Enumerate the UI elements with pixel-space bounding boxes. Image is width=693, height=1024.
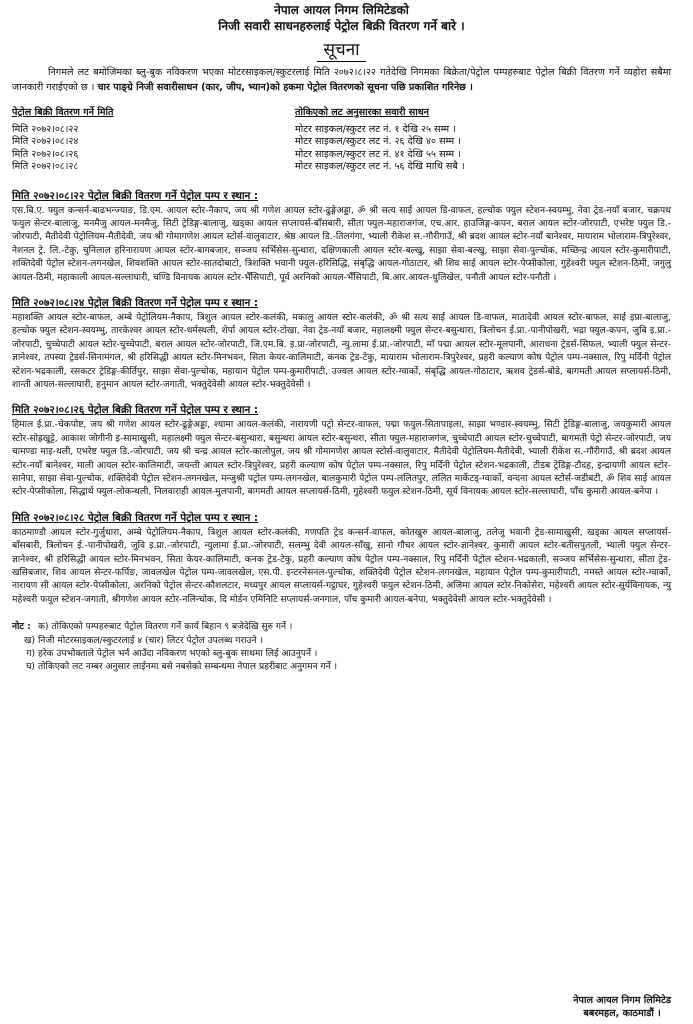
- note-text: तोकिएको पम्पहरुबाट पेट्रोल वितरण गर्ने कार्य बिहान ९ बजेदेखि सुरु गर्ने ।: [51, 622, 293, 633]
- schedule-header: [12, 107, 671, 120]
- pump-section-24: [12, 295, 671, 392]
- notice-title: [12, 40, 671, 60]
- notes-label: नोट :: [12, 622, 31, 633]
- note-marker: ख): [24, 635, 35, 646]
- note-item: [12, 635, 671, 648]
- notice-subject: निजी सवारी साधनहरुलाई पेट्रोल बिक्री वितरण गर्ने बारे ।: [218, 19, 465, 33]
- intro-paragraph: [12, 66, 671, 95]
- schedule-row: [12, 124, 671, 137]
- note-text: निजी मोटरसाइकल/स्कुटरलाई ४ (चार) लिटर पेट्रोल उपलब्ध गराउने ।: [38, 635, 263, 646]
- document-header: [12, 2, 671, 34]
- schedule-date: मिति २०७२।०८।२८: [12, 161, 79, 172]
- note-marker: ग): [26, 649, 35, 660]
- schedule-table: [12, 107, 671, 174]
- intro-text: निगमले लट बमोजिमका ब्लु-बुक नविकरण भएका मोटरसाइकल/स्कुटरलाई मिति २०७२।८।२२ गतेदेखि निगमका बिक्रेता/पेट्रोल पम्पहरुबाट पेट्रोल बिक्री वितरण गर्ने व्यहोरा सबैमा जानकारी गराईएको छ ।: [12, 67, 671, 93]
- schedule-date: मिति २०७२।०८।२४: [12, 136, 79, 147]
- note-item: [12, 621, 671, 634]
- signature-org: नेपाल आयल निगम लिमिटेड: [573, 995, 671, 1006]
- schedule-row: [12, 161, 671, 174]
- notes-block: [12, 621, 671, 675]
- schedule-date-header: पेट्रोल बिक्री वितरण गर्ने मिति: [12, 107, 114, 118]
- schedule-vehicle-header: तोकिएको लट अनुसारका सवारी साधन: [295, 107, 429, 118]
- schedule-vehicles: मोटर साइकल/स्कुटर लट नं. ५६ देखि माथि सबै ।: [295, 161, 465, 172]
- notice-title-text: सूचना: [317, 40, 365, 62]
- note-item: [12, 648, 671, 661]
- section-title: मिति २०७२।०८।२२ पेट्रोल बिक्री वितरण गर्ने पेट्रोल पम्प र स्थान :: [12, 189, 259, 202]
- note-marker: घ): [26, 662, 35, 673]
- schedule-date: मिति २०७२।०८।२२: [12, 123, 79, 135]
- section-title: मिति २०७२।०८।२६ पेट्रोल बिक्री वितरण गर्ने पेट्रोल पम्प र स्थान :: [12, 404, 259, 417]
- pump-section-22: [12, 188, 671, 285]
- org-name: नेपाल आयल निगम लिमिटेडको: [274, 3, 409, 17]
- schedule-vehicles: मोटर साइकल/स्कुटर लट नं. ४१ देखि ५५ सम्म ।: [295, 148, 461, 160]
- schedule-vehicles: मोटर साइकल/स्कुटर लट नं. २६ देखि ४० सम्म ।: [295, 136, 461, 147]
- section-body: काठमाण्डौ आयल स्टोर-गुर्जुधारा, अम्बे पेट्रोलियम-नैकाप, त्रिशुल आयल स्टोर-कलंकी, गणपति ट्रेड कन्सर्न-वाफल, कोतखुरु आयल-बालाजु, तलेजु भवानी ट्रेड-सामाखुसी, खड्का आयल सप्लायर्स-बाँसबारी, त्रिलोचन ई.-पानीपोखरी, जुवि इ.प्रा.-जोरपाटी, न्युलामा ई.प्रा.-जोरपाटी, सलम्भु देवी आयल-साँखु, सानो गौचर आयल स्टोर-ज्ञानेश्वर, कुमारी आयल स्टोर-बतीसपुतली, भ्याली फ्युल सेन्टर-ज्ञानेश्वर, श्री हरिसिद्धी आयल स्टोर-मिनभवन, सिता केयर-कालिमाटी, कनक ट्रेड-टेकु, प्रहरी कल्याण कोष पेट्रोल पम्प-नक्साल, रिपु मर्दिनी पेट्रोल स्टेशन-भद्रकाली, सञ्जय सर्भिसेस-सुन्धारा, सीता ट्रेड-खसिबजार, शिव आयल सेन्टर-फर्पिङ, जावलखेल पेट्रोल पम्प-जावलखेल, एस.पी. इन्टरनेसनल-पुल्चोक, शक्तिदेवी पेट्रोल स्टेशन-लगनखेल, महायान पेट्रोल पम्प-कुमारीपाटी, नमस्ते आयल स्टोर-ग्वार्को, नारायण सी आयल स्टोर-पेप्सीकोला, अरनिको पेट्रोल सेन्टर-कौशलटार, मध्यपुर आयल सप्लायर्स-गट्ठाघर, गुहेश्वरी फयुल स्टेशन-ठिमी, अजिमा आयल स्टोर-निकोसेरा, महेश्वरी आयल स्टोर-सुर्यविनायक, न्यु महेश्वरी फयुल स्टेशन-जगाती, श्रीगणेश आयल स्टोर-नलिन्चोक, दि मोर्डन एमिनिटि सप्लायर्स-जनगाल, पाँच कुमारी आयल-बनेपा, भक्तुदेवेसी आयल स्टोर-भक्तुदेवेसी ।: [12, 527, 671, 605]
- signature-place: बबरमहल, काठमाडौं ।: [583, 1008, 661, 1019]
- signature-block: [573, 994, 671, 1020]
- note-text: हरेक उपभोक्ताले पेट्रोल भर्न आउँदा नविकरण भएको ब्लु-बुक साथमा लिई आउनुपर्ने ।: [38, 649, 318, 660]
- intro-bold-text: चार पाङ्ग्रे निजी सवारीसाधन (कार, जीप, भ्यान)को हकमा पेट्रोल वितरणको सूचना पछि प्रकाशित गरिनेछ ।: [97, 81, 473, 93]
- pump-section-26: [12, 402, 671, 499]
- schedule-vehicles: मोटर साइकल/स्कुटर लट नं. १ देखि २५ सम्म ।: [295, 123, 456, 135]
- schedule-row: [12, 136, 671, 149]
- note-text: तोकिएको लट नम्बर अनुसार लाईनमा बसे नबसेको सम्बन्धमा नेपाल प्रहरीबाट अनुगमन गर्ने ।: [38, 662, 338, 673]
- schedule-date: मिति २०७२।०८।२६: [12, 148, 79, 160]
- section-title: मिति २०७२।०८।२८ पेट्रोल बिक्री वितरण गर्ने पेट्रोल पम्प र स्थान :: [12, 511, 259, 524]
- note-item: [12, 661, 671, 674]
- pump-section-28: [12, 510, 671, 607]
- section-body: महाशक्ति आयल स्टोर-बाफल, अम्बे पेट्रोलियम-नैकाप, त्रिशुल आयल स्टोर-कलंकी, मकालु आयल स्टोर-कलंकी, ॐ श्री सत्य साई आयल डि-वाफल, मातादेवी आयल स्टोर-बाफल, साई इप्रा-बालाजु, हल्चोक फ्युल स्टेशन-स्वयम्भु, तारकेश्वर आयल स्टोर-धर्मस्थली, शेर्पा आयल स्टोर-टोखा, नेवा ट्रेड-नयाँ बजार, महालक्ष्मी फ्युल सेन्टर-बसुन्धारा, त्रिलोचन ई.प्रा.-पानीपोखरी, भद्रा फ्युल-कपन, जुबि इ.प्रा.-जोरपाटी, चुच्चेपाटी आयल स्टोर-चुच्चेपाटी, बराल आयल स्टोर-जोरपाटी, जि.एम.बि. इ.प्रा-जोरपाटी, न्यु.लामा ई.प्रा.-जोरपाटी, माँ पद्मा आयल स्टोर-मूलपानी, आराधना ट्रेडर्स-सिफल, भ्याली फ्युल सेन्टर-ज्ञानेश्वर, तपस्या ट्रेडर्स-सिनामंगल, श्री हरिसिद्धी आयल स्टोर-मिनभवन, सिता केयर-कालिमाटी, कनक ट्रेड-टेकु, मायाराम भोलाराम-त्रिपुरेश्वर, प्रहरी कल्याण कोष पेट्रोल पम्प-नक्साल, रिपु मर्दिनी पेट्रोल स्टेशन-भद्रकाली, रसकटर ट्रेडिङ्ग-कीर्तिपुर, साझा सेवा-पुल्चोक, महायान पेट्रोल पम्प-कुमारीपाटी, उज्वल आयल स्टोर-ग्वार्को, संबृद्धि आयल-गोठाटार, ऋशव ट्रेडर्स-बोडे, बागमती आयल सप्लायर्स-ठिमी, शान्ती आयल-सल्लाघारी, हनुमान आयल स्टोर-जगाती, भक्तुदेवेसी आयल स्टोर-भक्तुदेवेसी ।: [12, 312, 672, 390]
- section-body: हिमाल ई.प्रा.-चेकपोष्ट, जय श्री गणेश आयल स्टोर-ढुङ्गेअड्डा, श्यामा आयल-कलंकी, नारायणी पट्रो सेन्टर-वाफल, पद्मा फयुल-सितापाइला, साझा भण्डार-स्वयम्भु, सिटी ट्रेडिङ्ग-बालाजु, जयकुमारी आयल स्टोर-सोह्रखुट्टे, आकाश जोगीनी इ-सामाखुसी, महालक्ष्मी फ्युल सेन्टर-बसुन्धारा, बसुन्धरा आयल स्टोर-बसुन्धरा, सीता फ्युल-महाराजगंज, चुच्चेपाटी आयल स्टोर-चुच्चेपाटी, बागमती पेट्रो सेन्टर-जोरपाटी, जय चामण्डा माइ-थली, एभरेष्ट फ्युल डि.-जोरपाटी, जय श्री चन्द्र आयल स्टोर-कालोपुल, जय श्री गोमागणेश आयल स्टोर्स-वालुवाटार, मैतीदेवी पेट्रोलियम-मैतीदेवी, भ्याली रीकेश स.-गौरीगाउँ, श्री ब्रदश आयल स्टोर-नयाँ बानेश्वर, माली आयल स्टोर-कालिमाटी, जयन्ती आयल स्टोर-त्रिपुरेश्वर, प्रहरी कल्याण कोष पेट्रोल पम्प-नक्साल, रिपु मर्दिनी पेट्रोल स्टेशन-भद्रकाली, टीडब ट्रेडिङ्ग-टौदह, इन्द्रायणी आयल स्टोर-सानेपा, साझा सेवा-पुल्चोक, शक्तिदेवी पेट्रोल स्टेशन-लगनखेल, मन्जुश्री पट्रोल पम्प-लगनखेल, बालकुमारी पेट्रोल पम्प-ललितपुर, ललित मार्केटड्-ग्वार्को, वन्दना आयल स्टोर्स-जडीबटी, ॐ शिव साई आयल स्टोर-पेप्सीकोला, सिद्धार्थ फ्युल-लोकन्थली, निलवाराही आयल-मुलपानी, बागमती आयल सप्लायर्स-ठिमी, गुहेश्वरी फयुल स्टेशन-ठिमी, सूर्य विनायक आयल स्टोर-सल्लाघारी, पाँच कुमारी आयल-बनेपा ।: [12, 420, 671, 498]
- schedule-row: [12, 149, 671, 162]
- note-marker: क): [38, 622, 49, 633]
- section-body: एस.बि.ए. फ्युल कन्सर्न-बाढभन्ज्याङ, डि.एम. आयल स्टोर-नैकाप, जय श्री गणेश आयल स्टोर-ढुङ्गेअड्डा, ॐ श्री सत्य साई आयल डि-वाफल, हल्चोक फ्युल स्टेशन-स्वयम्भु, नेवा ट्रेड-नयाँ बजार, चक्रपथ फयुल सेन्टर-बालाजु, मनमैजु आयल-मनमैजु, सिटी ट्रेडिङ्ग-बालाजु, खड्का आयल सप्लायर्स-बाँसबारी, सीता फ्युल-महाराजगंज, एच.आर. हाउजिङ्ग-कपन, बराल आयल स्टोर-जोरपाटी, एभरेष्ट फ्युल डि.-जोरपाटी, मैतीदेवी पेट्रोलियम-मैतीदेवी, जय श्री गोमागणेश आयल स्टोर्स-वालुवाटार, श्रेष्ठ आयल डि.-तिलगंगा, भ्याली रीकेश स.-गौरीगाउँ, श्री ब्रदश आयल स्टोर-नयाँ बानेश्वर, मायाराम भोलाराम-त्रिपुरेश्वर, नेशनल ट्रे. लि.-टेकु, चुनिलाल हरिनारायण आयल स्टोर-बागबजार, सञ्जय सर्भिसेस-सुन्धारा, दक्षिणकाली आयल स्टोर-बल्खु, साझा सेवा-बल्खु, साझा सेवा-पुल्चोक, मच्छिन्द्र आयल स्टोर-कुमारीपाटी, शक्तिदेवी पेट्रोल स्टेशन-लगनखेल, शिवशक्ति आयल स्टोर-सातदोबाटो, त्रिशक्ति भवानी फ्युल-हरिसिद्धि, संबृद्धि आयल-गोठाटार, श्री शिव साई आयल स्टोर-पेप्सीकोला, गुहेश्वरी फ्युल स्टेशन-ठिमी, जगुलु आयल-ठिमी, महाकाली आयल-सल्लाघारी, चण्डि विनायक आयल स्टोर-भैँसिपाटी, पूर्व अरनिको आयल-भैँसिपाटी, बि.आर.आयल-धुलिखेल, पनौती आयल स्टोर-पनौती ।: [12, 205, 671, 283]
- section-title: मिति २०७२।०८।२४ पेट्रोल बिक्री वितरण गर्ने पेट्रोल पम्प र स्थान :: [12, 296, 259, 309]
